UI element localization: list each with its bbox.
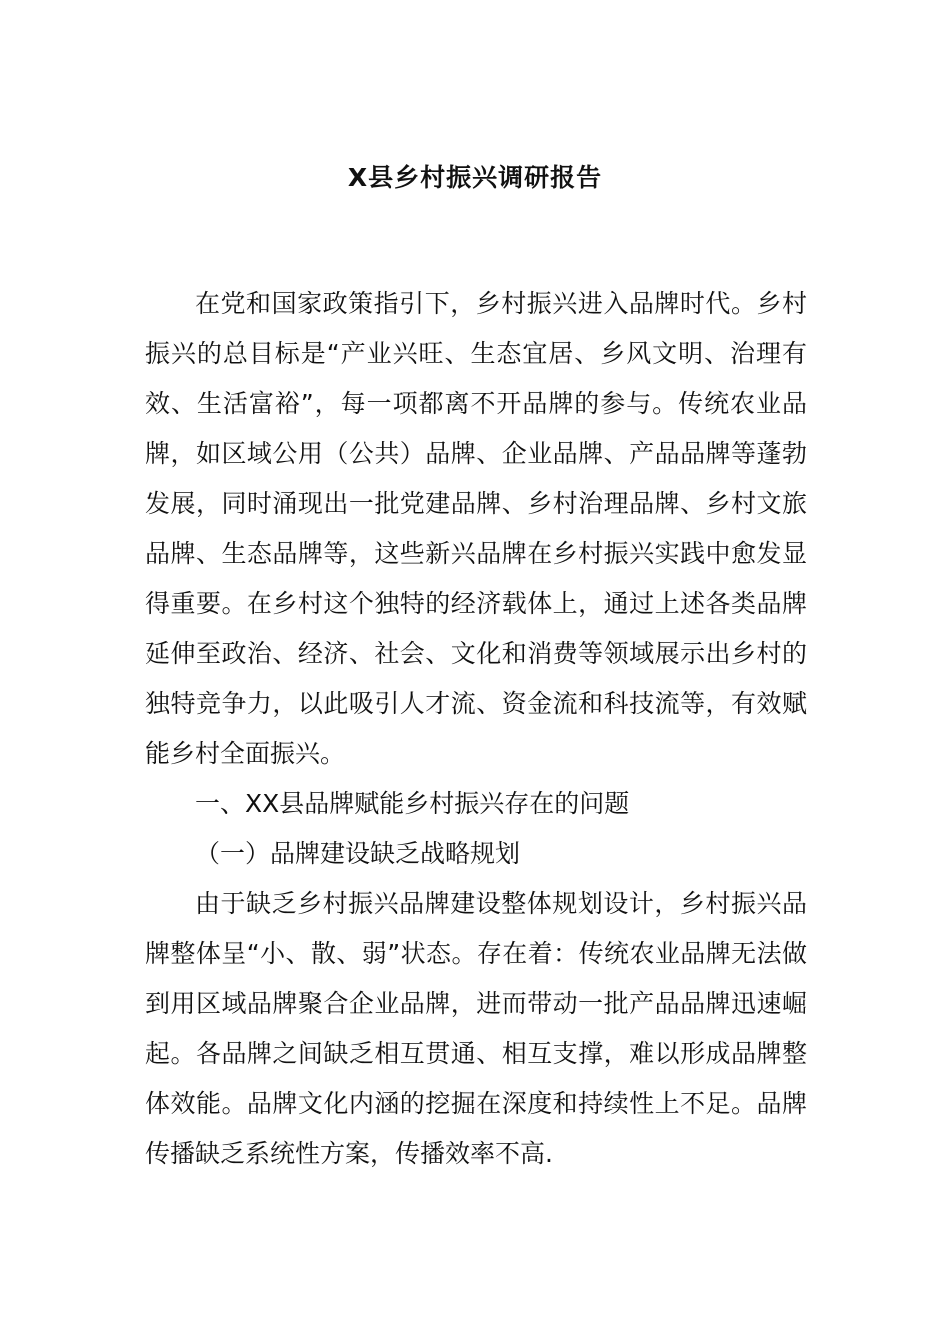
subsection-paragraph: 由于缺乏乡村振兴品牌建设整体规划设计，乡村振兴品牌整体呈“小、散、弱”状态。存在着：传统农业品牌无法做到用区域品牌聚合企业品牌，进而带动一批产品品牌迅速崛起。各品牌之间缺乏相互贯通、相互支撑，难以形成品牌整体效能。品牌文化内涵的挖掘在深度和持续性上不足。品牌传播缺乏系统性方案，传播效率不高. <box>145 889 807 1168</box>
subsection-heading: （一）品牌建设缺乏战略规划 <box>195 839 521 868</box>
document-title: X县乡村振兴调研报告 <box>347 163 603 192</box>
intro-paragraph: 在党和国家政策指引下，乡村振兴进入品牌时代。乡村振兴的总目标是“产业兴旺、生态宜居、乡风文明、治理有效、生活富裕”，每一项都离不开品牌的参与。传统农业品牌，如区域公用（公共）品牌、企业品牌、产品品牌等蓬勃发展，同时涌现出一批党建品牌、乡村治理品牌、乡村文旅品牌、生态品牌等，这些新兴品牌在乡村振兴实践中愈发显得重要。在乡村这个独特的经济载体上，通过上述各类品牌延伸至政治、经济、社会、文化和消费等领域展示出乡村的独特竞争力，以此吸引人才流、资金流和科技流等，有效赋能乡村全面振兴。 <box>145 289 807 768</box>
section-heading: 一、XX县品牌赋能乡村振兴存在的问题 <box>195 789 630 818</box>
document-body <box>145 279 807 1179</box>
